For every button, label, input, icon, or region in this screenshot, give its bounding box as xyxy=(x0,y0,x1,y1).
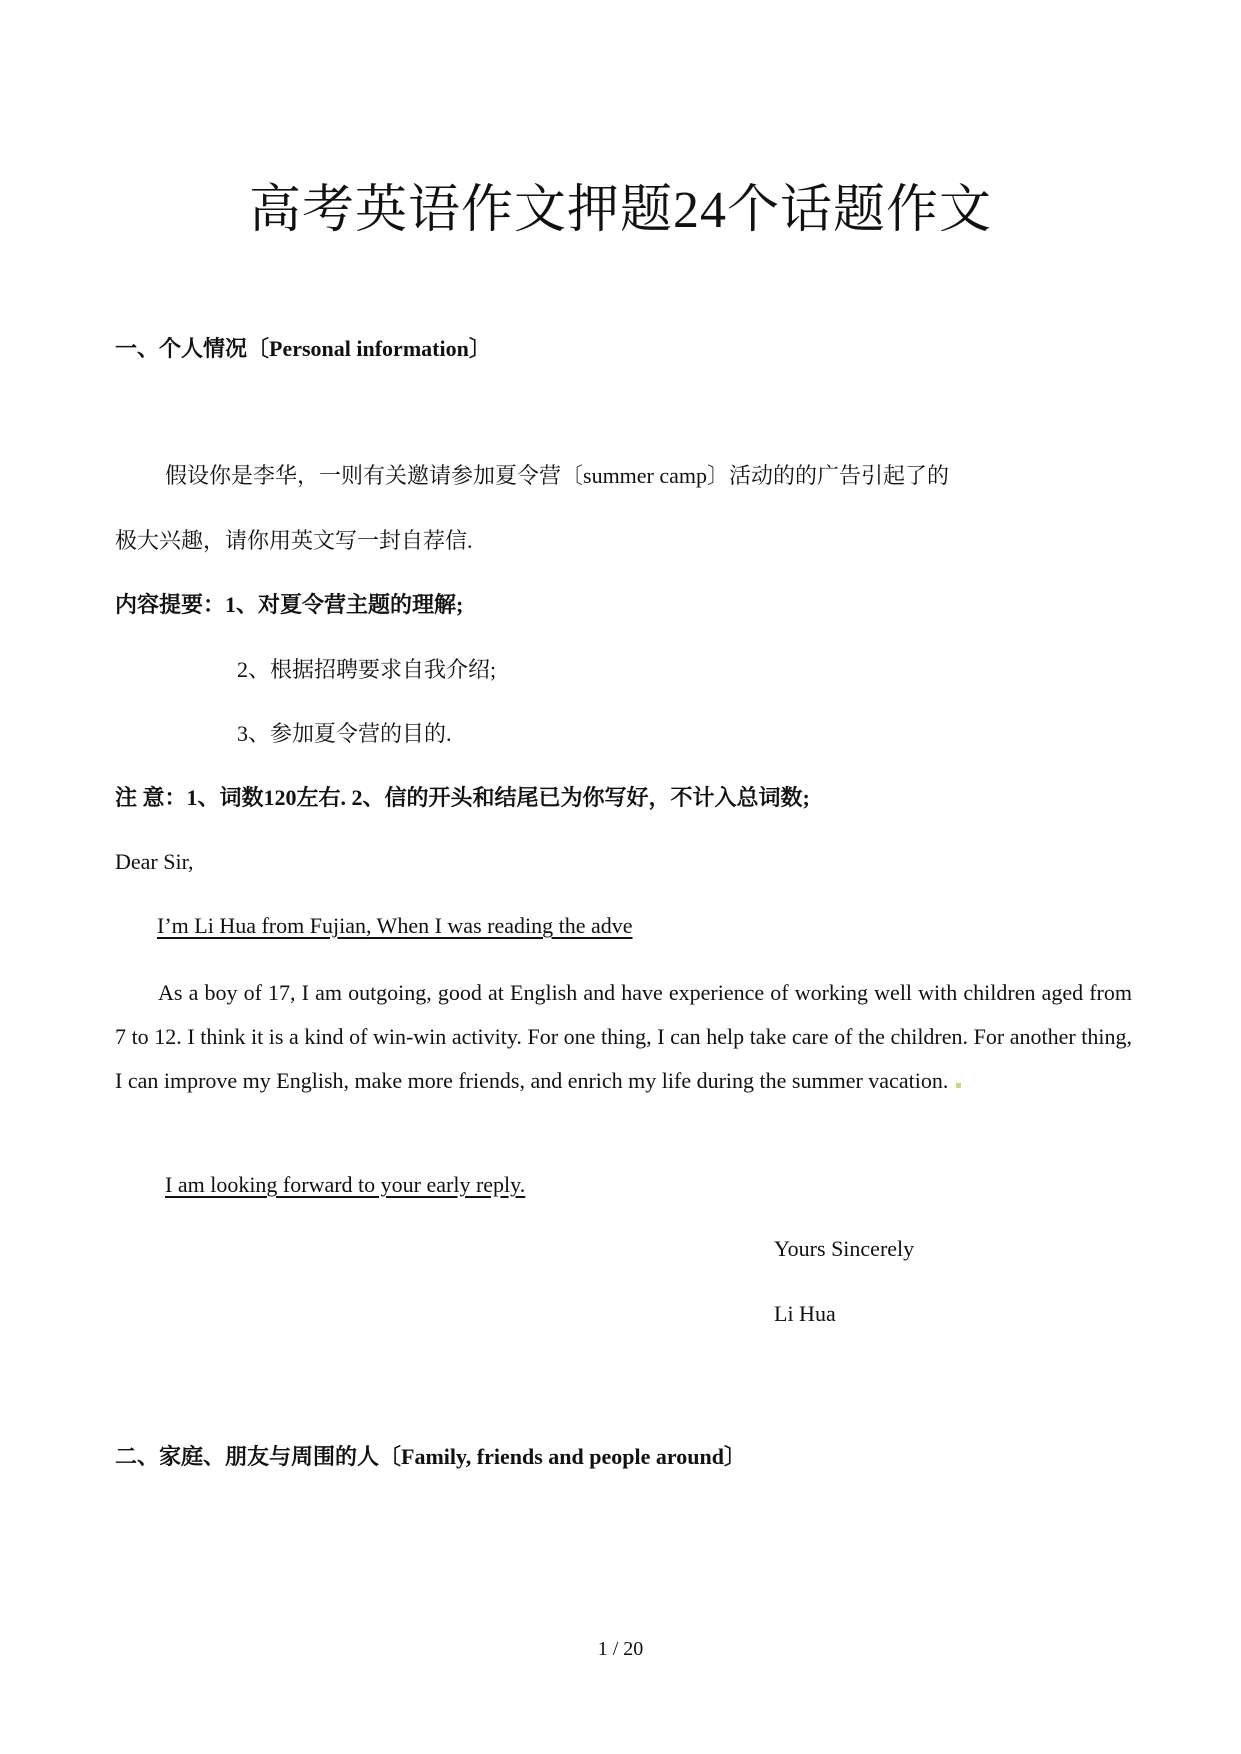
section2-heading: 二、家庭、朋友与周围的人〔Family, friends and people around〕 xyxy=(115,1444,746,1469)
letter-opening: I’m Li Hua from Fujian, When I was reading the adve xyxy=(157,913,633,938)
prompt-line-2: 极大兴趣，请你用英文写一封自荐信. xyxy=(115,528,473,553)
letter-body-text: As a boy of 17, I am outgoing, good at English and have experience of working well with children aged from 7 to 12. I think it is a kind of win-win activity. For one thing, I can help take care of the children. For another thing, I can improve my English, make more friends, and enrich my life during the summer vacation. xyxy=(115,980,1132,1093)
note-line: 注 意：1、词数120左右. 2、信的开头和结尾已为你写好，不计入总词数; xyxy=(115,785,810,810)
content-point-2: 2、根据招聘要求自我介绍; xyxy=(237,657,497,682)
edit-mark xyxy=(956,1083,961,1088)
content-points-line xyxy=(115,590,463,620)
content-point-1: 1、对夏令营主题的理解; xyxy=(225,592,464,617)
document-title: 高考英语作文押题24个话题作文 xyxy=(248,182,992,239)
page-number: 1 / 20 xyxy=(597,1638,644,1660)
letter-signoff: Yours Sincerely xyxy=(774,1236,915,1261)
content-point-3: 3、参加夏令营的目的. xyxy=(237,721,452,746)
letter-salutation: Dear Sir, xyxy=(115,849,194,874)
letter-closing: I am looking forward to your early reply. xyxy=(165,1172,526,1197)
prompt-line-1: 假设你是李华，一则有关邀请参加夏令营〔summer camp〕活动的的广告引起了的 xyxy=(165,463,950,488)
letter-body xyxy=(115,971,1132,1103)
content-points-label: 内容提要： xyxy=(115,592,226,617)
letter-signature: Li Hua xyxy=(774,1301,836,1326)
section1-heading: 一、个人情况〔Personal information〕 xyxy=(115,336,491,361)
